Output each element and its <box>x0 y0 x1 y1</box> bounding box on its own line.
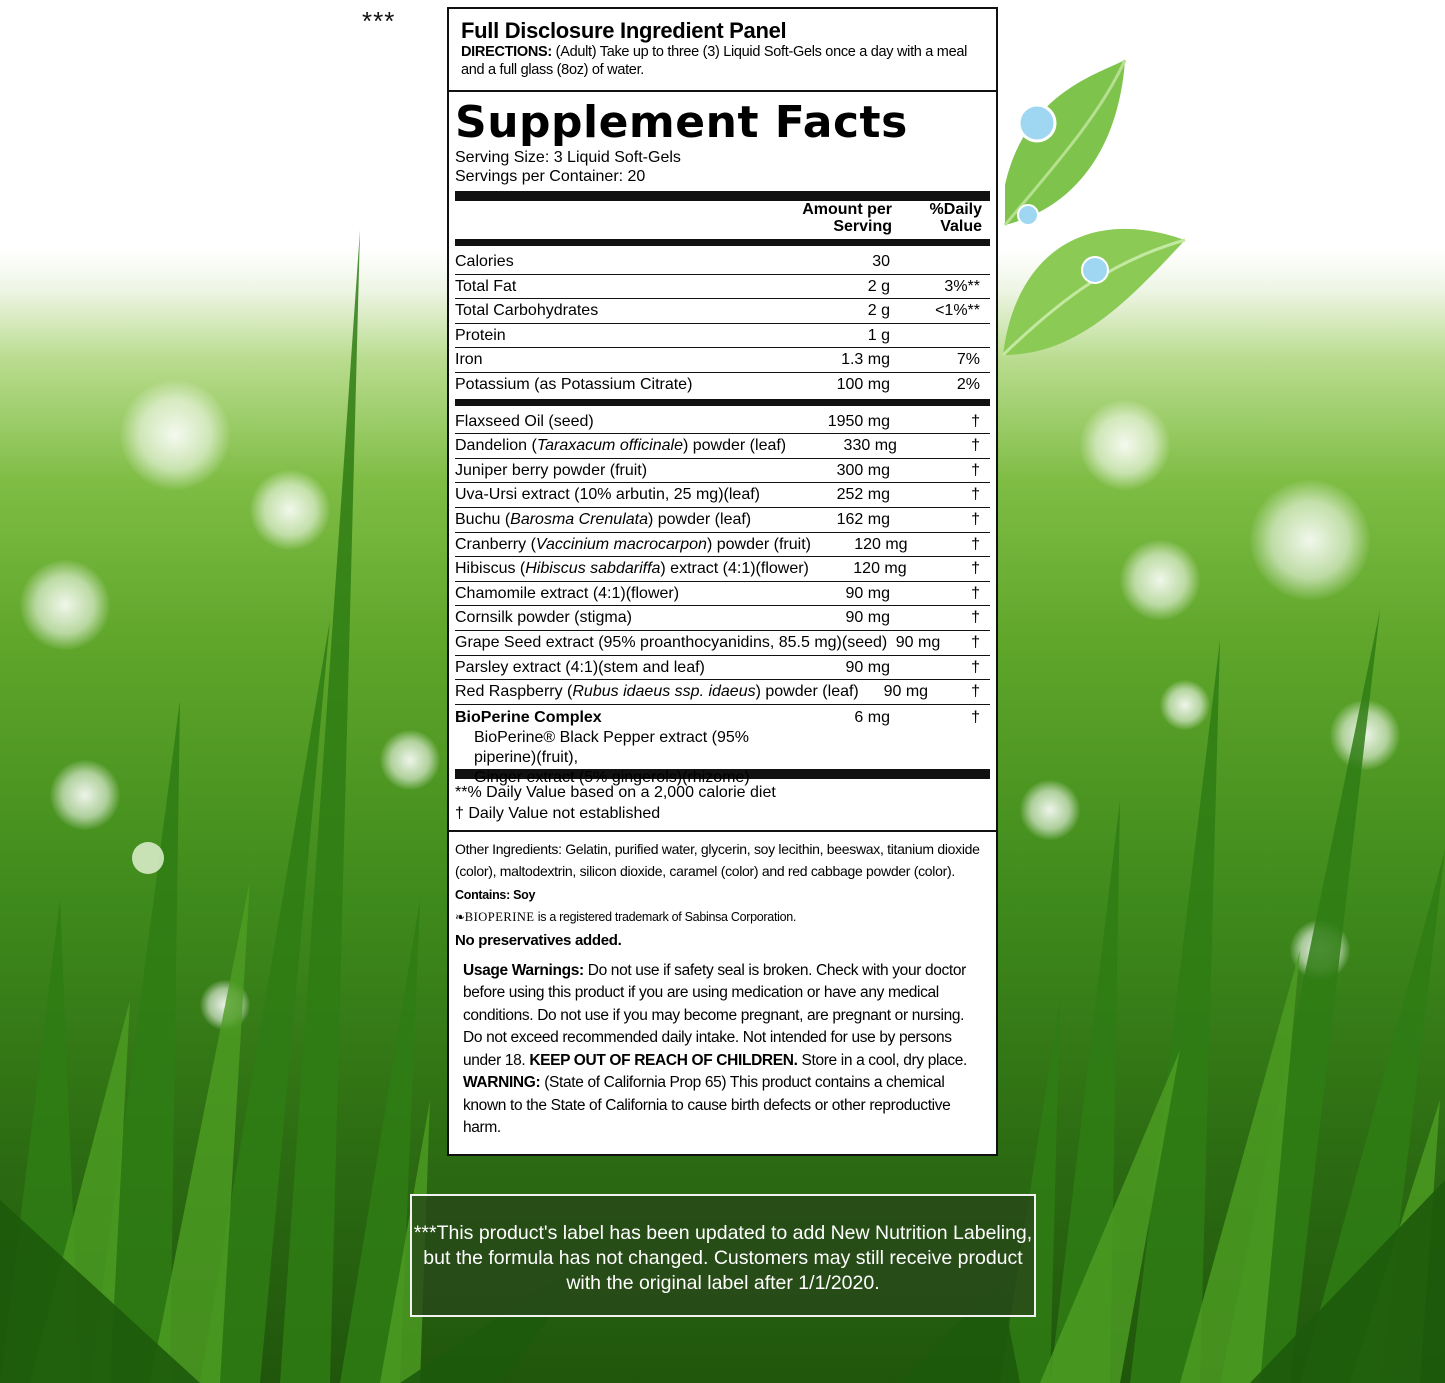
water-droplet <box>1082 257 1108 283</box>
nutrient-row: Total Fat 2 g 3%** <box>455 275 990 300</box>
nutrient-row: Total Carbohydrates 2 g <1%** <box>455 299 990 324</box>
divider-medium <box>455 239 990 246</box>
directions-label: DIRECTIONS: <box>461 44 552 60</box>
divider-medium <box>455 399 990 406</box>
dagger-footnote: † Daily Value not established <box>455 804 661 822</box>
nutrient-row: Iron 1.3 mg 7% <box>455 348 990 373</box>
bioperine-title: BioPerine Complex <box>455 708 602 726</box>
divider-thick <box>455 191 990 201</box>
bioperine-row <box>455 705 990 786</box>
dv-footnote: **% Daily Value based on a 2,000 calorie diet <box>455 783 776 801</box>
keep-out-warning: KEEP OUT OF REACH OF CHILDREN. <box>529 1051 798 1069</box>
dv-header-line1: %Daily <box>929 201 982 218</box>
herb-row: Chamomile extract (4:1)(flower) 90 mg † <box>455 582 990 607</box>
nutrient-row: Calories 30 <box>455 250 990 275</box>
dew-drop <box>132 842 164 874</box>
leaves-decoration <box>995 55 1195 365</box>
other-ingredients: Other Ingredients: Gelatin, purified water, glycerin, soy lecithin, beeswax, titanium dioxide (color), maltodextrin, silicon dioxide, caramel (color) and red cabbage powder (color). <box>455 840 980 879</box>
herb-row: Uva-Ursi extract (10% arbutin, 25 mg)(leaf) 252 mg † <box>455 483 990 508</box>
herb-row: Parsley extract (4:1)(stem and leaf) 90 mg † <box>455 656 990 681</box>
usage-warnings-label: Usage Warnings: <box>463 961 584 979</box>
footnotes <box>455 779 990 824</box>
water-droplet <box>1019 105 1055 141</box>
directions-text <box>461 43 984 79</box>
amount-header-line2: Serving <box>833 218 892 235</box>
herb-row: Dandelion (Taraxacum officinale) powder (leaf) 330 mg † <box>455 434 990 459</box>
facts-title: Supplement Facts <box>455 97 908 148</box>
supplement-facts <box>449 92 996 1140</box>
trademark-note <box>455 906 992 928</box>
nutrient-row: Potassium (as Potassium Citrate) 100 mg 2% <box>455 375 980 393</box>
amount-header-line1: Amount per <box>802 201 892 218</box>
warnings-section <box>455 952 990 1140</box>
disclosure-header <box>449 9 996 92</box>
herb-row: Flaxseed Oil (seed) 1950 mg † <box>455 410 990 435</box>
dv-header-line2: Value <box>940 218 982 235</box>
herb-row: Hibiscus (Hibiscus sabdariffa) extract (4:1)(flower) 120 mg † <box>455 557 990 582</box>
bioperine-leaf-icon: ❧ <box>455 909 465 924</box>
servings-per-container: Servings per Container: 20 <box>455 168 646 185</box>
contains-soy: Contains: Soy <box>455 887 536 902</box>
herb-row: Buchu (Barosma Crenulata) powder (leaf) 162 mg † <box>455 508 990 533</box>
herb-row: Juniper berry powder (fruit) 300 mg † <box>455 459 990 484</box>
herb-rows <box>455 406 990 705</box>
nutrient-rows <box>455 246 990 398</box>
herb-row: Cornsilk powder (stigma) 90 mg † <box>455 606 990 631</box>
storage-text: Store in a cool, dry place. <box>797 1051 967 1069</box>
directions-body: (Adult) Take up to three (3) Liquid Soft-Gels once a day with a meal and a full glass (8oz) of water. <box>461 44 968 78</box>
asterisks-marker: *** <box>362 6 396 36</box>
herb-row: Grape Seed extract (95% proanthocyanidins, 85.5 mg)(seed) 90 mg † <box>455 631 990 656</box>
ingredient-panel <box>447 7 998 1156</box>
serving-size: Serving Size: 3 Liquid Soft-Gels <box>455 149 681 166</box>
water-droplet <box>1018 205 1038 225</box>
other-ingredients-section <box>449 830 996 952</box>
herb-row: Cranberry (Vaccinium macrocarpon) powder (fruit) 120 mg † <box>455 533 990 558</box>
usage-warnings-text: Do not use if safety seal is broken. Check with your doctor before using this product if you are using medication or have any medical conditions. Do not use if you may become pregnant, are pregnant or nursing. Do not exceed recommended daily intake. Not intended for use by persons under 18. <box>463 961 966 1069</box>
trademark-text: is a registered trademark of Sabinsa Corporation. <box>534 909 797 924</box>
disclosure-title: Full Disclosure Ingredient Panel <box>461 18 787 43</box>
no-preservatives: No preservatives added. <box>455 931 622 949</box>
label-update-note: ***This product's label has been updated to add New Nutrition Labeling, but the formula has not changed. Customers may still receive product with the original label after 1/1/2020. <box>410 1194 1036 1317</box>
bioperine-brand: BIOPERINE <box>464 909 535 924</box>
herb-row: Red Raspberry (Rubus idaeus ssp. idaeus) powder (leaf) 90 mg † <box>455 680 990 705</box>
bioperine-line2: Ginger extract (5% gingerols)(rhizome) <box>474 768 750 786</box>
bioperine-dv: † <box>971 708 980 726</box>
bioperine-line1: BioPerine® Black Pepper extract (95% piperine)(fruit), <box>474 728 750 766</box>
facts-column-header <box>455 201 990 239</box>
prop65-text: (State of California Prop 65) This product contains a chemical known to the State of California to cause birth defects or other reproductive harm. <box>463 1074 951 1137</box>
prop65-label: WARNING: <box>463 1074 541 1092</box>
bioperine-amount: 6 mg <box>854 708 890 726</box>
nutrient-row: Protein 1 g <box>455 324 990 349</box>
